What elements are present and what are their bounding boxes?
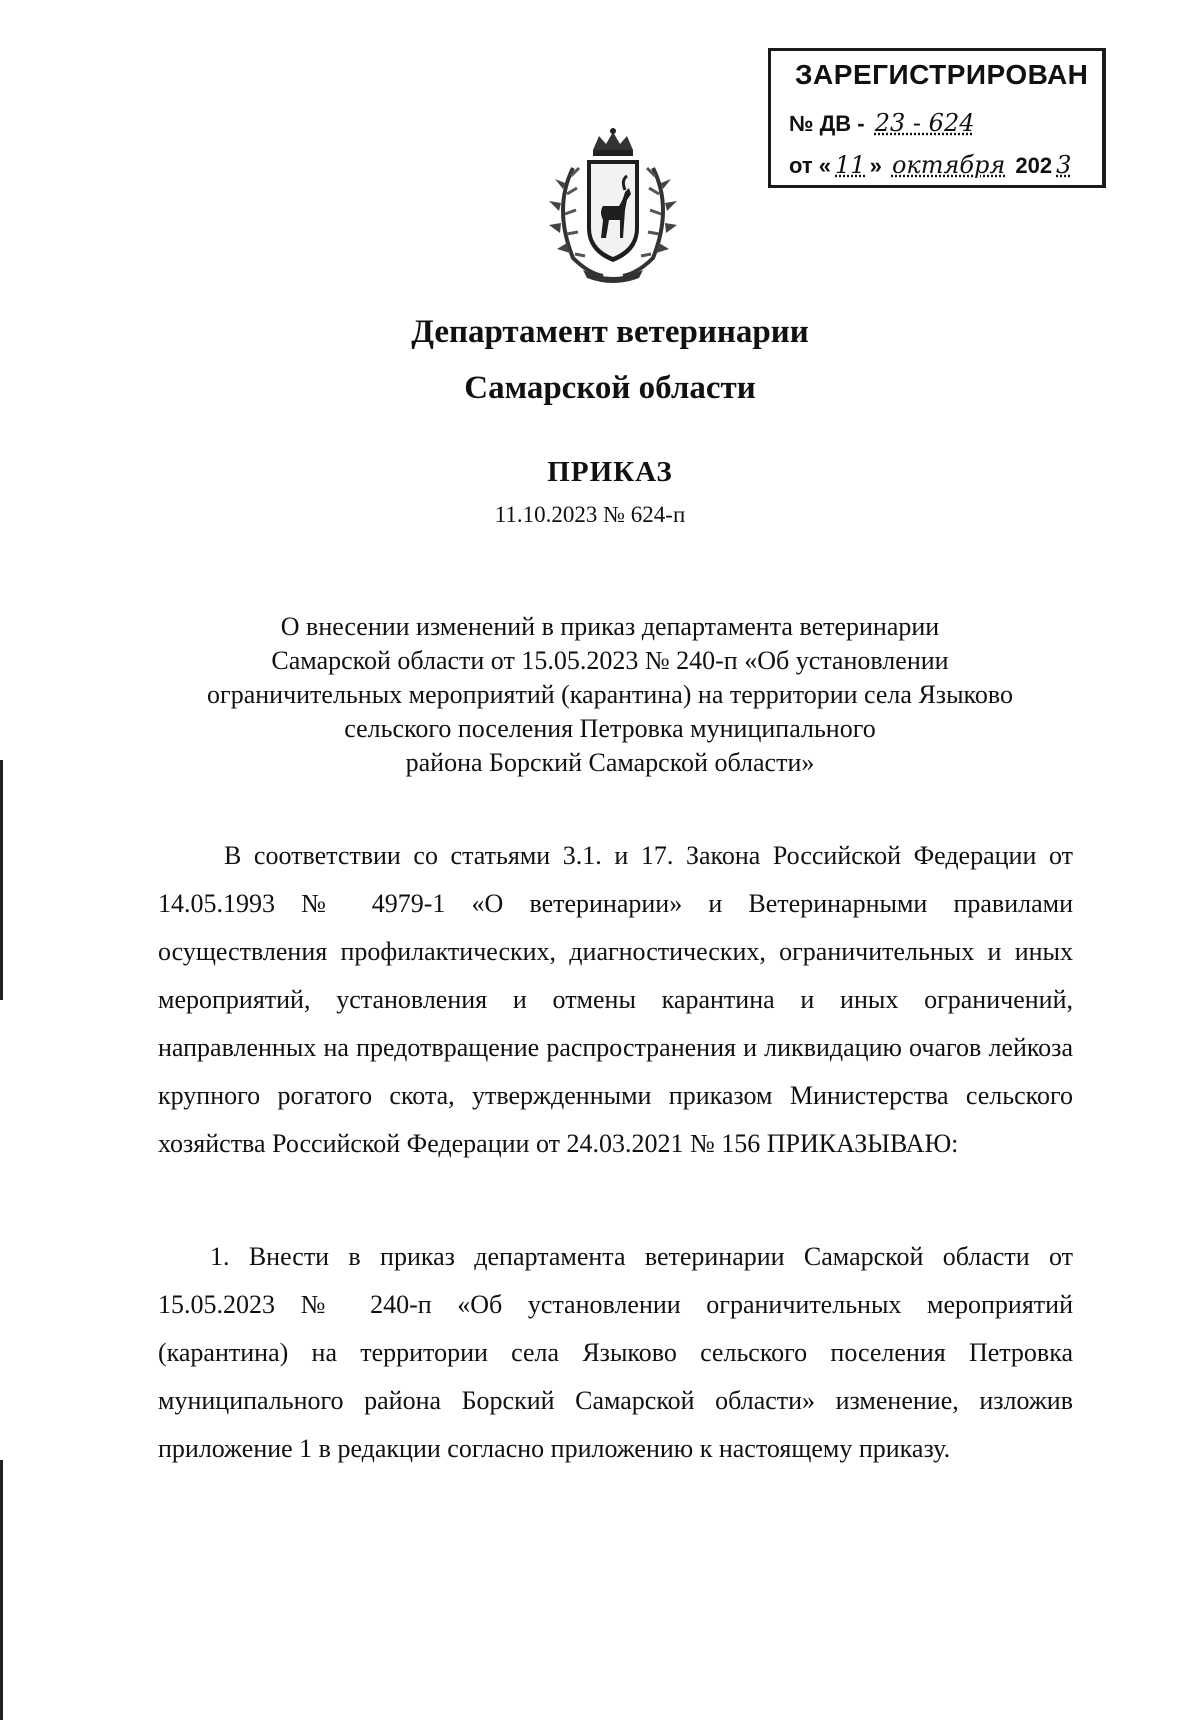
subject-line: ограничительных мероприятий (карантина) на территории села Языково [207,680,1013,709]
subject-line: сельского поселения Петровка муниципального [344,714,876,743]
paragraph-text: В соответствии со статьями 3.1. и 17. Закона Российской Федерации от 14.05.1993 № 4979-1 «О ветеринарии» и Ветеринарными правилами осуществления профилактических, диагностических, ограничительных и иных мероприятий, установления и отмены карантина и иных ограничений, направленных на предотвращение распространения и ликвидацию очагов лейкоза крупного рогатого скота, утвержденными приказом Министерства сельского хозяйства Российской Федерации от 24.03.2021 № 156 ПРИКАЗЫВАЮ: [158,841,1073,1158]
document-number: 11.10.2023 № 624-п [494,502,686,527]
stamp-date-day: 11 [835,151,866,179]
stamp-number-value: 23 - 624 [874,109,975,137]
stamp-year-prefix: 202 [1015,153,1053,178]
stamp-date-row [789,151,1075,179]
subject-line: Самарской области от 15.05.2023 № 240-п «Об установлении [271,646,949,675]
stamp-date-prefix: от « [789,153,832,178]
department-name-line1: Департамент ветеринарии [411,314,809,350]
subject-line: О внесении изменений в приказ департамента ветеринарии [280,612,940,641]
document-subject [150,610,1070,780]
stamp-number-row [789,109,978,137]
subject-line: района Борский Самарской области» [405,748,815,777]
scan-edge-mark [0,760,3,1000]
stamp-number-prefix: № ДВ - [789,111,865,136]
stamp-date-month: октября [891,151,1006,179]
body-paragraph-preamble [158,832,1073,1168]
body-paragraph-item-1 [158,1233,1073,1473]
stamp-date-mid: » [869,153,882,178]
samara-coat-of-arms-icon [543,128,683,283]
scan-edge-mark [0,1460,3,1720]
registration-stamp [768,48,1106,188]
stamp-title: ЗАРЕГИСТРИРОВАН [795,59,1089,90]
document-type: ПРИКАЗ [547,456,673,488]
paragraph-text: 1. Внести в приказ департамента ветеринарии Самарской области от 15.05.2023 № 240-п «Об установлении ограничительных мероприятий (карантина) на территории села Языково сельского поселения Петровка муниципального района Борский Самарской области» изменение, изложив приложение 1 в редакции согласно приложению к настоящему приказу. [158,1242,1073,1463]
stamp-year-suffix: 3 [1056,151,1072,179]
department-name-line2: Самарской области [464,370,756,406]
